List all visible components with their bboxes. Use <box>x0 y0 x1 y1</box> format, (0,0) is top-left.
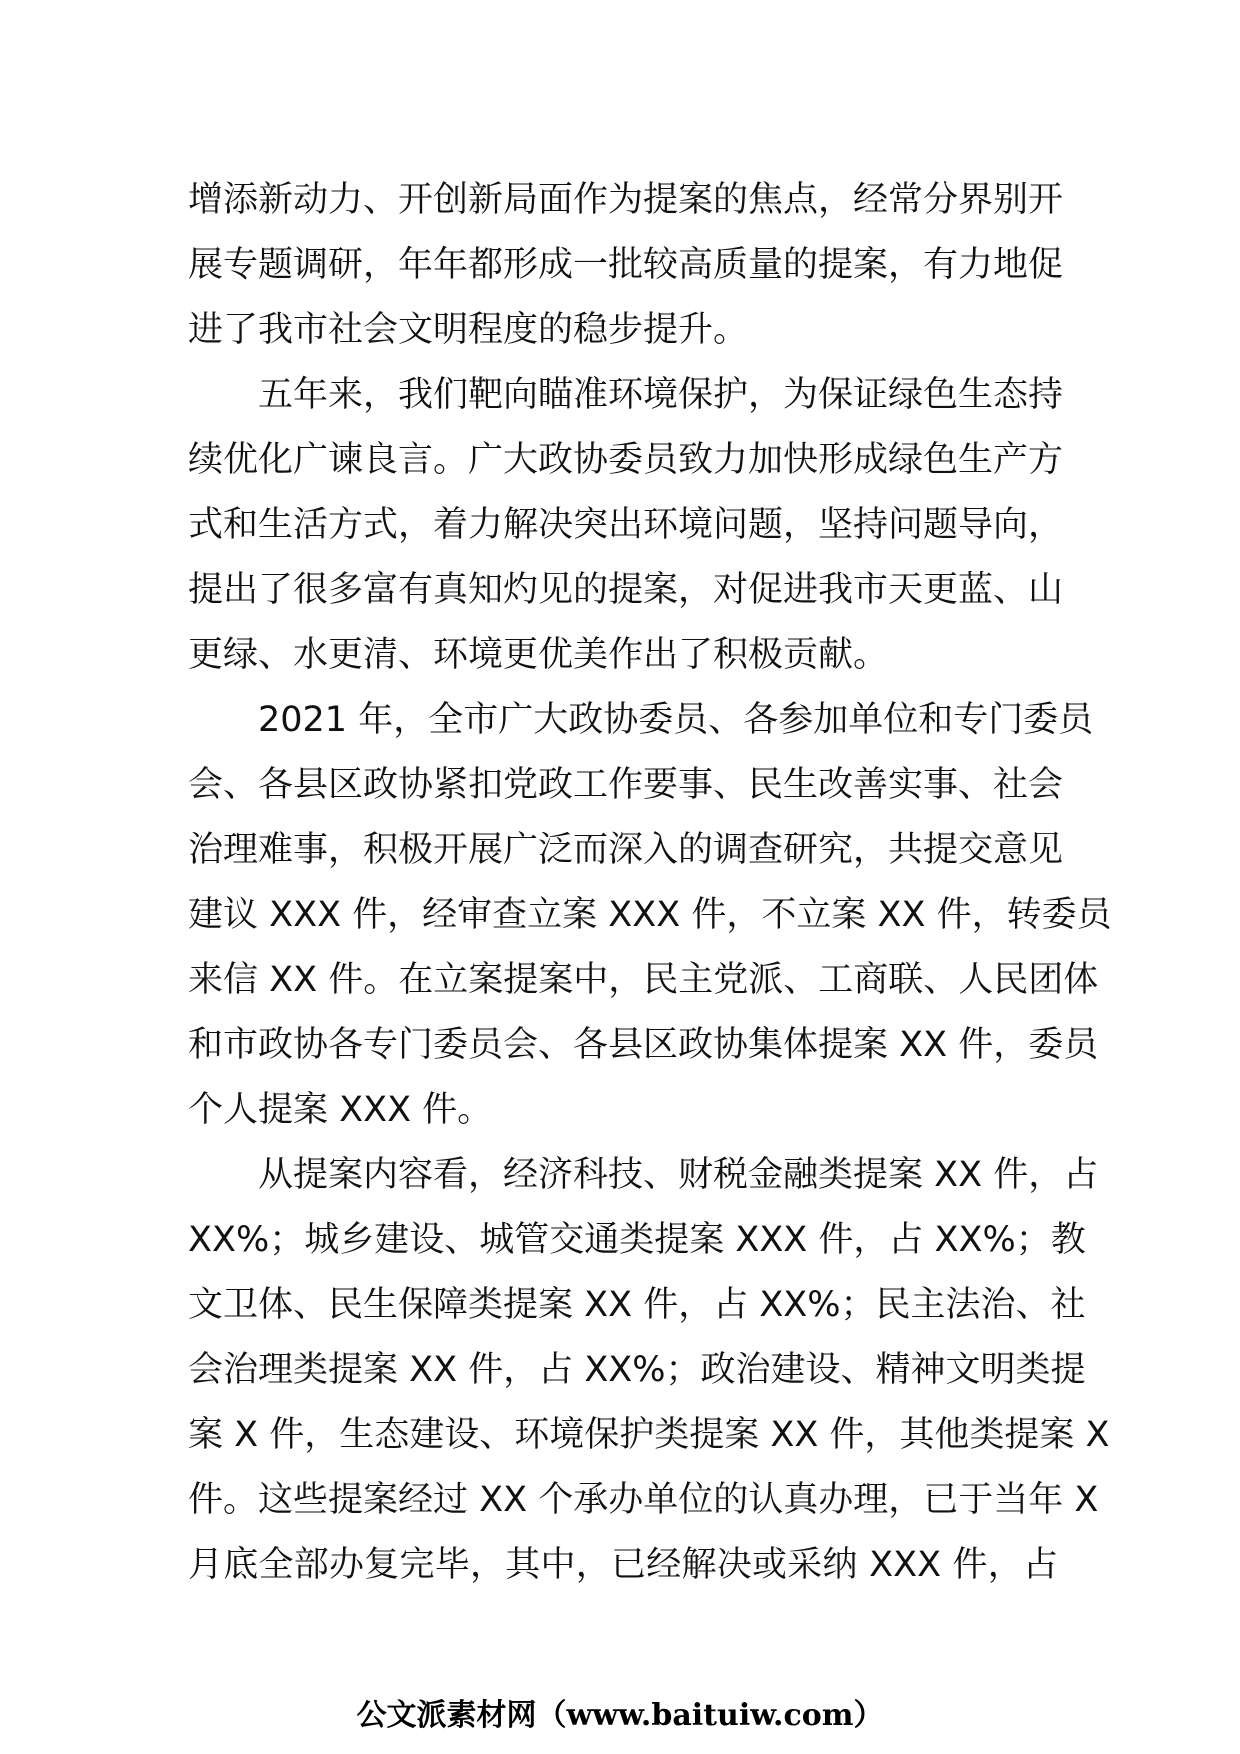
document-body <box>188 168 1112 1598</box>
text-line-17: XX%；城乡建设、城管交通类提案 XXX 件，占 XX%；教 <box>188 1220 1086 1260</box>
text-line-8: 更绿、水更清、环境更优美作出了积极贡献。 <box>188 635 889 675</box>
text-line-1: 增添新动力、开创新局面作为提案的焦点，经常分界别开 <box>188 180 1064 220</box>
text-line-9: 2021 年，全市广大政协委员、各参加单位和专门委员 <box>258 700 1094 740</box>
footer-watermark: 公文派素材网（www.baituiw.com） <box>356 1698 884 1733</box>
text-line-14: 和市政协各专门委员会、各县区政协集体提案 XX 件，委员 <box>188 1025 1099 1065</box>
text-line-19: 会治理类提案 XX 件，占 XX%；政治建设、精神文明类提 <box>188 1350 1086 1390</box>
text-line-18: 文卫体、民生保障类提案 XX 件，占 XX%；民主法治、社 <box>188 1285 1086 1325</box>
text-line-22: 月底全部办复完毕，其中，已经解决或采纳 XXX 件，占 <box>188 1545 1058 1585</box>
text-line-15: 个人提案 XXX 件。 <box>188 1090 493 1130</box>
text-line-10: 会、各县区政协紧扣党政工作要事、民生改善实事、社会 <box>188 765 1064 805</box>
text-line-4: 五年来，我们靶向瞄准环境保护，为保证绿色生态持 <box>258 375 1064 415</box>
text-line-7: 提出了很多富有真知灼见的提案，对促进我市天更蓝、山 <box>188 570 1064 610</box>
text-line-11: 治理难事，积极开展广泛而深入的调查研究，共提交意见 <box>188 830 1064 870</box>
text-line-21: 件。这些提案经过 XX 个承办单位的认真办理，已于当年 X <box>188 1480 1099 1520</box>
text-line-12: 建议 XXX 件，经审查立案 XXX 件，不立案 XX 件，转委员 <box>188 895 1112 935</box>
text-line-5: 续优化广谏良言。广大政协委员致力加快形成绿色生产方 <box>188 440 1064 480</box>
text-line-16: 从提案内容看，经济科技、财税金融类提案 XX 件，占 <box>258 1155 1099 1195</box>
text-line-13: 来信 XX 件。在立案提案中，民主党派、工商联、人民团体 <box>188 960 1099 1000</box>
text-line-6: 式和生活方式，着力解决突出环境问题，坚持问题导向， <box>188 505 1064 545</box>
text-line-2: 展专题调研，年年都形成一批较高质量的提案，有力地促 <box>188 245 1064 285</box>
text-line-3: 进了我市社会文明程度的稳步提升。 <box>188 310 749 350</box>
text-line-20: 案 X 件，生态建设、环境保护类提案 XX 件，其他类提案 X <box>188 1415 1110 1455</box>
